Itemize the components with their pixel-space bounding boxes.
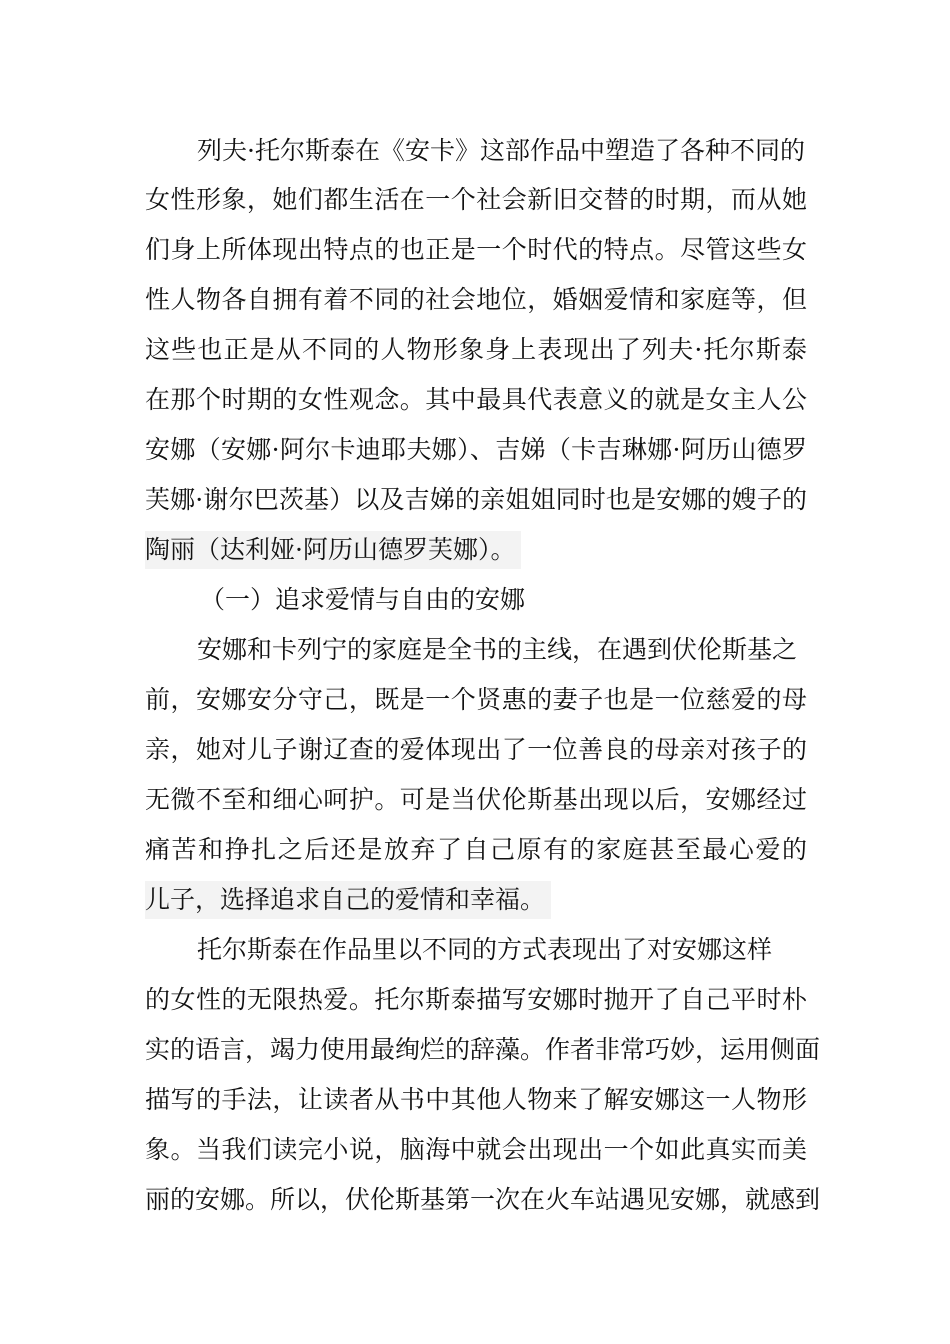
text-line: 无微不至和细心呵护。可是当伏伦斯基出现以后，安娜经过 [145, 785, 807, 814]
text-line: 象。当我们读完小说，脑海中就会出现出一个如此真实而美 [145, 1135, 807, 1164]
text-line: 前，安娜安分守己，既是一个贤惠的妻子也是一位慈爱的母 [145, 685, 807, 714]
text-line: 这些也正是从不同的人物形象身上表现出了列夫·托尔斯泰 [145, 335, 807, 364]
text-line: 们身上所体现出特点的也正是一个时代的特点。尽管这些女 [145, 235, 807, 264]
text-line: 芙娜·谢尔巴茨基）以及吉娣的亲姐姐同时也是安娜的嫂子的 [145, 485, 807, 514]
text-line: 列夫·托尔斯泰在《安卡》这部作品中塑造了各种不同的 [197, 136, 805, 165]
section-heading: （一）追求爱情与自由的安娜 [200, 585, 526, 614]
text-line: 丽的安娜。所以，伏伦斯基第一次在火车站遇见安娜，就感到 [145, 1185, 821, 1214]
text-line: 陶丽（达利娅·阿历山德罗芙娜）。 [145, 531, 521, 569]
text-line: 痛苦和挣扎之后还是放弃了自己原有的家庭甚至最心爱的 [145, 835, 807, 864]
text-line: 儿子，选择追求自己的爱情和幸福。 [145, 881, 551, 919]
text-line: 安娜和卡列宁的家庭是全书的主线，在遇到伏伦斯基之 [197, 635, 798, 664]
text-line: 实的语言，竭力使用最绚烂的辞藻。作者非常巧妙，运用侧面 [145, 1035, 821, 1064]
text-line: 性人物各自拥有着不同的社会地位，婚姻爱情和家庭等，但 [145, 285, 807, 314]
text-line: 的女性的无限热爱。托尔斯泰描写安娜时抛开了自己平时朴 [145, 985, 807, 1014]
text-line: 托尔斯泰在作品里以不同的方式表现出了对安娜这样 [197, 935, 773, 964]
text-line: 安娜（安娜·阿尔卡迪耶夫娜）、吉娣（卡吉琳娜·阿历山德罗 [145, 435, 807, 464]
text-line: 描写的手法，让读者从书中其他人物来了解安娜这一人物形 [145, 1085, 807, 1114]
text-line: 女性形象，她们都生活在一个社会新旧交替的时期，而从她 [145, 185, 807, 214]
text-line: 在那个时期的女性观念。其中最具代表意义的就是女主人公 [145, 385, 807, 414]
text-line: 亲，她对儿子谢辽查的爱体现出了一位善良的母亲对孩子的 [145, 735, 807, 764]
